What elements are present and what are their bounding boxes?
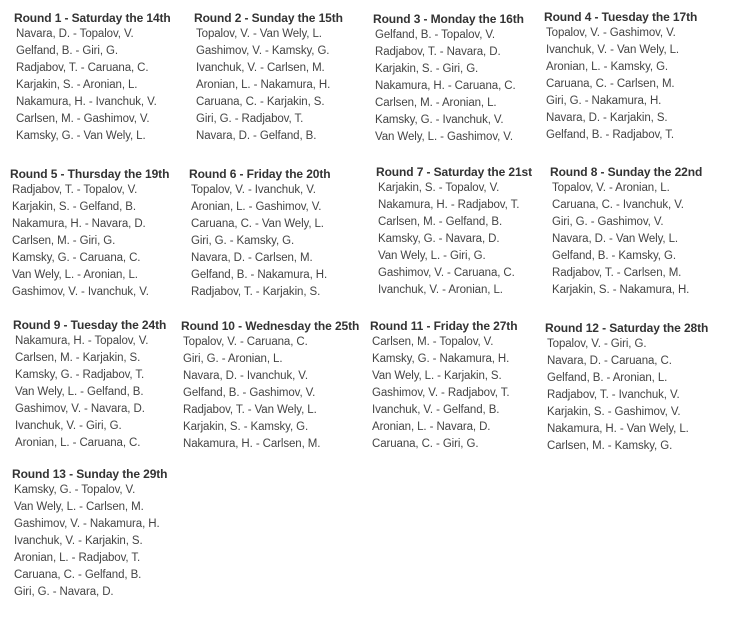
pairing: Radjabov, T. - Navara, D. bbox=[375, 46, 501, 58]
round-12-block bbox=[545, 320, 708, 455]
pairing: Navara, D. - Van Wely, L. bbox=[552, 233, 678, 245]
pairing: Kamsky, G. - Topalov, V. bbox=[14, 484, 136, 496]
pairing: Carlsen, M. - Karjakin, S. bbox=[15, 352, 141, 364]
round-3-title: Round 3 - Monday the 16th bbox=[373, 12, 524, 26]
pairing: Kamsky, G. - Van Wely, L. bbox=[16, 130, 146, 142]
round-10-block bbox=[181, 318, 359, 453]
round-5-title: Round 5 - Thursday the 19th bbox=[10, 167, 170, 181]
pairing: Giri, G. - Gashimov, V. bbox=[552, 216, 664, 228]
round-8-block bbox=[550, 164, 702, 299]
pairing: Caruana, C. - Carlsen, M. bbox=[546, 78, 675, 90]
pairing: Radjabov, T. - Ivanchuk, V. bbox=[547, 389, 680, 401]
round-1-title: Round 1 - Saturday the 14th bbox=[14, 11, 171, 25]
pairing: Kamsky, G. - Nakamura, H. bbox=[372, 353, 510, 365]
pairing: Kamsky, G. - Ivanchuk, V. bbox=[375, 114, 504, 126]
pairing: Giri, G. - Radjabov, T. bbox=[196, 113, 304, 125]
round-5-block bbox=[10, 166, 169, 301]
pairing: Gelfand, B. - Kamsky, G. bbox=[552, 250, 676, 262]
pairing: Aronian, L. - Gashimov, V. bbox=[191, 201, 322, 213]
round-13-title: Round 13 - Sunday the 29th bbox=[12, 467, 168, 481]
round-6-title: Round 6 - Friday the 20th bbox=[189, 167, 331, 181]
pairing: Giri, G. - Nakamura, H. bbox=[546, 95, 662, 107]
round-11-block bbox=[370, 318, 517, 453]
pairing: Ivanchuk, V. - Giri, G. bbox=[15, 420, 122, 432]
pairing: Ivanchuk, V. - Carlsen, M. bbox=[196, 62, 325, 74]
round-2-title: Round 2 - Sunday the 15th bbox=[194, 11, 343, 25]
pairing: Navara, D. - Gelfand, B. bbox=[196, 130, 317, 142]
pairing: Carlsen, M. - Gashimov, V. bbox=[16, 113, 150, 125]
pairing: Ivanchuk, V. - Van Wely, L. bbox=[546, 44, 680, 56]
pairing: Topalov, V. - Van Wely, L. bbox=[196, 28, 322, 40]
pairing: Aronian, L. - Nakamura, H. bbox=[196, 79, 331, 91]
pairing: Radjabov, T. - Carlsen, M. bbox=[552, 267, 682, 279]
pairing: Aronian, L. - Kamsky, G. bbox=[546, 61, 669, 73]
pairing: Nakamura, H. - Navara, D. bbox=[12, 218, 146, 230]
round-13-block bbox=[12, 466, 167, 601]
pairing: Radjabov, T. - Karjakin, S. bbox=[191, 286, 321, 298]
round-9-title: Round 9 - Tuesday the 24th bbox=[13, 318, 167, 332]
pairing: Giri, G. - Navara, D. bbox=[14, 586, 114, 598]
pairing: Topalov, V. - Gashimov, V. bbox=[546, 27, 676, 39]
round-7-title: Round 7 - Saturday the 21st bbox=[376, 165, 532, 179]
round-4-block bbox=[544, 9, 697, 144]
pairing: Topalov, V. - Caruana, C. bbox=[183, 336, 308, 348]
round-9-block bbox=[13, 317, 166, 452]
pairing: Navara, D. - Ivanchuk, V. bbox=[183, 370, 308, 382]
pairing: Van Wely, L. - Aronian, L. bbox=[12, 269, 138, 281]
pairing: Nakamura, H. - Ivanchuk, V. bbox=[16, 96, 157, 108]
pairing: Gashimov, V. - Radjabov, T. bbox=[372, 387, 510, 399]
pairing: Van Wely, L. - Gelfand, B. bbox=[15, 386, 144, 398]
pairing: Karjakin, S. - Gashimov, V. bbox=[547, 406, 681, 418]
pairing: Karjakin, S. - Aronian, L. bbox=[16, 79, 138, 91]
pairing: Carlsen, M. - Giri, G. bbox=[12, 235, 116, 247]
pairing: Caruana, C. - Ivanchuk, V. bbox=[552, 199, 684, 211]
pairing: Carlsen, M. - Gelfand, B. bbox=[378, 216, 503, 228]
pairing: Gashimov, V. - Ivanchuk, V. bbox=[12, 286, 149, 298]
pairing: Van Wely, L. - Carlsen, M. bbox=[14, 501, 144, 513]
pairing: Nakamura, H. - Caruana, C. bbox=[375, 80, 516, 92]
pairing: Gashimov, V. - Navara, D. bbox=[15, 403, 145, 415]
pairing: Van Wely, L. - Giri, G. bbox=[378, 250, 486, 262]
round-8-title: Round 8 - Sunday the 22nd bbox=[550, 165, 703, 179]
pairing: Radjabov, T. - Caruana, C. bbox=[16, 62, 149, 74]
pairing: Caruana, C. - Giri, G. bbox=[372, 438, 479, 450]
pairing: Karjakin, S. - Gelfand, B. bbox=[12, 201, 136, 213]
round-1-block bbox=[14, 10, 171, 145]
pairing: Caruana, C. - Karjakin, S. bbox=[196, 96, 325, 108]
pairing: Navara, D. - Caruana, C. bbox=[547, 355, 672, 367]
pairing: Aronian, L. - Caruana, C. bbox=[15, 437, 141, 449]
pairing: Navara, D. - Karjakin, S. bbox=[546, 112, 668, 124]
round-4-title: Round 4 - Tuesday the 17th bbox=[544, 10, 698, 24]
pairing: Navara, D. - Topalov, V. bbox=[16, 28, 134, 40]
round-2-block bbox=[194, 10, 343, 145]
pairing: Karjakin, S. - Nakamura, H. bbox=[552, 284, 690, 296]
pairing: Topalov, V. - Aronian, L. bbox=[552, 182, 670, 194]
round-6-block bbox=[189, 166, 331, 301]
pairing: Aronian, L. - Navara, D. bbox=[372, 421, 491, 433]
pairing: Gashimov, V. - Caruana, C. bbox=[378, 267, 515, 279]
pairing: Aronian, L. - Radjabov, T. bbox=[14, 552, 141, 564]
pairing: Gelfand, B. - Nakamura, H. bbox=[191, 269, 328, 281]
pairing: Nakamura, H. - Van Wely, L. bbox=[547, 423, 689, 435]
pairing: Kamsky, G. - Navara, D. bbox=[378, 233, 500, 245]
pairing: Gashimov, V. - Kamsky, G. bbox=[196, 45, 330, 57]
pairing: Gelfand, B. - Giri, G. bbox=[16, 45, 118, 57]
round-11-title: Round 11 - Friday the 27th bbox=[370, 319, 518, 333]
pairing: Giri, G. - Aronian, L. bbox=[183, 353, 283, 365]
pairing: Radjabov, T. - Topalov, V. bbox=[12, 184, 138, 196]
round-12-title: Round 12 - Saturday the 28th bbox=[545, 321, 709, 335]
pairing: Topalov, V. - Ivanchuk, V. bbox=[191, 184, 316, 196]
pairing: Ivanchuk, V. - Gelfand, B. bbox=[372, 404, 500, 416]
pairing: Carlsen, M. - Aronian, L. bbox=[375, 97, 497, 109]
pairing: Karjakin, S. - Giri, G. bbox=[375, 63, 479, 75]
pairing: Van Wely, L. - Gashimov, V. bbox=[375, 131, 513, 143]
pairing: Kamsky, G. - Radjabov, T. bbox=[15, 369, 145, 381]
pairing: Ivanchuk, V. - Karjakin, S. bbox=[14, 535, 143, 547]
pairing: Van Wely, L. - Karjakin, S. bbox=[372, 370, 502, 382]
pairing: Gelfand, B. - Topalov, V. bbox=[375, 29, 496, 41]
pairing: Topalov, V. - Giri, G. bbox=[547, 338, 647, 350]
pairing: Nakamura, H. - Carlsen, M. bbox=[183, 438, 321, 450]
pairing: Caruana, C. - Gelfand, B. bbox=[14, 569, 142, 581]
pairing: Gashimov, V. - Nakamura, H. bbox=[14, 518, 160, 530]
pairing: Karjakin, S. - Kamsky, G. bbox=[183, 421, 309, 433]
pairing: Karjakin, S. - Topalov, V. bbox=[378, 182, 500, 194]
pairing: Kamsky, G. - Caruana, C. bbox=[12, 252, 141, 264]
pairing: Nakamura, H. - Topalov, V. bbox=[15, 335, 149, 347]
pairing: Gelfand, B. - Radjabov, T. bbox=[546, 129, 675, 141]
round-10-title: Round 10 - Wednesday the 25th bbox=[181, 319, 360, 333]
pairing: Carlsen, M. - Topalov, V. bbox=[372, 336, 494, 348]
pairing: Gelfand, B. - Gashimov, V. bbox=[183, 387, 316, 399]
pairing: Carlsen, M. - Kamsky, G. bbox=[547, 440, 673, 452]
pairing: Nakamura, H. - Radjabov, T. bbox=[378, 199, 520, 211]
round-7-block bbox=[376, 164, 532, 299]
pairing: Giri, G. - Kamsky, G. bbox=[191, 235, 295, 247]
pairing: Radjabov, T. - Van Wely, L. bbox=[183, 404, 317, 416]
round-3-block bbox=[373, 11, 524, 146]
pairing: Ivanchuk, V. - Aronian, L. bbox=[378, 284, 503, 296]
pairing: Navara, D. - Carlsen, M. bbox=[191, 252, 313, 264]
pairing: Gelfand, B. - Aronian, L. bbox=[547, 372, 668, 384]
pairing: Caruana, C. - Van Wely, L. bbox=[191, 218, 324, 230]
